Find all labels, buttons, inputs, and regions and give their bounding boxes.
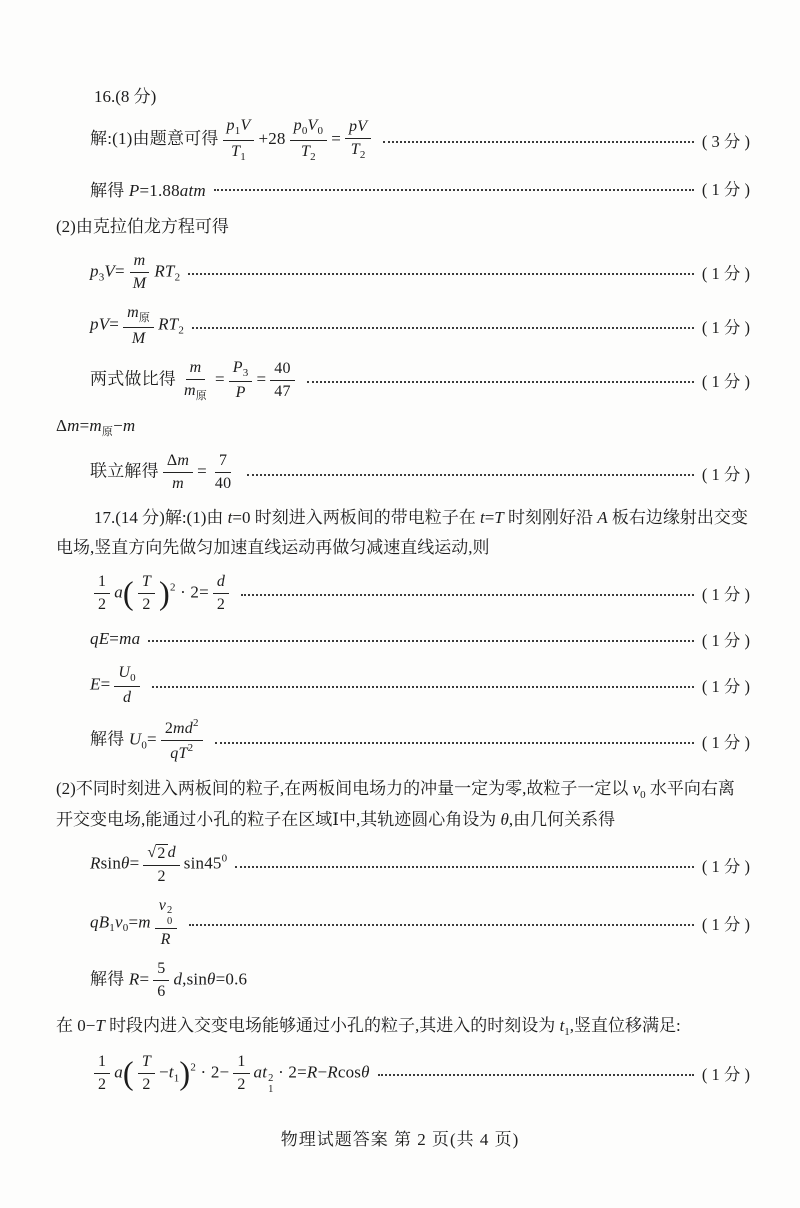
math-variable: t <box>227 508 233 528</box>
dotted-leader <box>192 327 694 329</box>
math-text: · 2= <box>175 582 209 602</box>
question-heading: 16.(8 分) <box>94 87 157 106</box>
math-text: 板右边缘射出交变电场,竖直方向先做匀加速直线运动再做匀减速直线运动,则 <box>56 508 748 557</box>
math-text: 解得 <box>90 180 129 200</box>
math-variable: R <box>160 931 171 949</box>
math-text: 2 <box>157 867 166 885</box>
formula <box>90 451 239 494</box>
dotted-leader <box>148 640 694 642</box>
formula-line <box>56 843 750 886</box>
formula-line <box>56 358 750 404</box>
formula <box>90 629 140 649</box>
formula-line <box>56 624 750 654</box>
fraction <box>213 572 229 615</box>
math-text: = <box>129 853 140 873</box>
open-paren-icon: ( <box>122 1054 134 1091</box>
denominator <box>180 380 211 404</box>
dotted-leader <box>152 686 694 688</box>
math-text: = <box>331 129 342 148</box>
subscript: 1 <box>268 1083 274 1095</box>
math-variable: qB <box>90 911 110 931</box>
math-text: = <box>109 628 120 648</box>
math-variable: T <box>301 142 311 160</box>
math-text: 解得 <box>90 729 129 749</box>
fraction <box>114 663 139 709</box>
formula <box>90 303 184 349</box>
formula-line <box>56 173 750 203</box>
numerator <box>290 116 328 141</box>
denominator <box>168 473 188 494</box>
math-text: 联立解得 <box>90 461 159 481</box>
math-variable: m <box>67 415 80 435</box>
numerator <box>123 303 154 328</box>
math-text: ,sin <box>182 969 208 989</box>
fraction <box>155 896 177 951</box>
math-text: (2)不同时刻进入两板间的粒子,在两板间电场力的冲量一定为零,故粒子一定以 <box>56 778 633 798</box>
subscript: 1 <box>240 150 246 163</box>
math-text: 2 <box>98 1075 107 1093</box>
superscript: 2 <box>193 717 199 730</box>
math-text: 2 <box>216 595 226 613</box>
score-label: ( 1 分 ) <box>701 180 750 200</box>
math-text: Δ <box>166 452 178 470</box>
math-text: = <box>147 729 157 749</box>
math-variable: qT <box>170 745 188 763</box>
denominator <box>153 981 169 1002</box>
denominator <box>227 141 250 165</box>
math-text: = <box>100 674 111 694</box>
numerator <box>130 251 150 273</box>
math-text: 2 <box>157 845 166 863</box>
radicand <box>156 844 167 863</box>
math-text: ,竖直位移满足: <box>569 1016 681 1036</box>
subscript: 1 <box>234 124 241 137</box>
dotted-leader <box>383 141 694 143</box>
denominator <box>297 141 320 165</box>
fraction <box>138 1052 155 1095</box>
math-variable: a <box>114 1061 123 1081</box>
math-variable: T <box>494 508 504 528</box>
fraction <box>211 451 235 494</box>
score-label: ( 1 分 ) <box>701 732 750 752</box>
subscript: 原 <box>101 425 114 438</box>
math-text: = <box>109 314 120 334</box>
subscript: 0 <box>130 671 136 684</box>
math-text: 7 <box>218 452 228 470</box>
dotted-leader <box>307 381 694 383</box>
math-variable: T <box>95 1016 105 1036</box>
math-variable: ma <box>119 628 141 648</box>
math-text: sin45 <box>183 853 222 873</box>
math-text: =0 时刻进入两板间的带电粒子在 <box>232 508 480 528</box>
math-variable: θ <box>121 853 130 873</box>
fraction <box>161 717 203 764</box>
math-text: +28 <box>258 129 286 148</box>
subscript: 0 <box>167 916 173 928</box>
numerator <box>138 572 155 594</box>
formula-line <box>56 451 750 494</box>
math-variable: V <box>104 261 115 281</box>
subscript: 原 <box>138 311 151 324</box>
math-text: 1 <box>98 1052 107 1070</box>
dotted-leader <box>241 594 694 596</box>
math-variable: U <box>118 663 131 681</box>
math-variable: θ <box>500 809 509 829</box>
subscript: 1 <box>109 921 115 934</box>
denominator <box>119 687 135 708</box>
formula-line <box>56 717 750 764</box>
math-text: sin <box>100 853 122 873</box>
math-text: 1 <box>237 1052 246 1070</box>
math-text: = <box>128 911 139 931</box>
math-variable: A <box>597 508 608 528</box>
math-variable: pV <box>349 118 368 136</box>
subscript: 2 <box>178 324 185 337</box>
formula <box>90 116 375 164</box>
denominator <box>128 328 150 349</box>
formula <box>90 176 206 201</box>
formula <box>90 959 247 1002</box>
math-variable: v <box>115 911 123 931</box>
math-variable: m <box>177 452 190 470</box>
subscript: 2 <box>174 271 181 284</box>
math-text: cos <box>337 1061 362 1081</box>
math-text: 2 <box>98 595 107 613</box>
superscript: 2 <box>190 1060 197 1073</box>
math-text: 47 <box>274 382 291 400</box>
formula <box>90 717 207 764</box>
score-label: ( 1 分 ) <box>701 317 750 337</box>
numerator <box>161 717 203 741</box>
score-label: ( 1 分 ) <box>701 857 750 877</box>
formula-line <box>56 663 750 709</box>
math-variable: M <box>132 274 147 292</box>
math-variable: T <box>350 141 360 159</box>
subscript: 3 <box>98 271 105 284</box>
denominator <box>94 1074 110 1095</box>
formula-line <box>56 959 750 1002</box>
formula <box>56 416 135 439</box>
superscript: 2 <box>169 580 176 593</box>
math-text: − <box>113 415 123 435</box>
denominator <box>157 929 175 950</box>
fraction <box>143 843 179 886</box>
math-variable: P <box>128 180 140 200</box>
math-variable: pV <box>90 314 110 334</box>
math-text: = <box>484 508 495 528</box>
math-variable: m <box>133 251 146 269</box>
numerator <box>163 451 193 473</box>
fraction <box>180 358 211 404</box>
formula <box>90 663 144 709</box>
dotted-leader <box>247 474 694 476</box>
math-variable: RT <box>154 261 175 281</box>
fraction <box>94 1052 110 1095</box>
formula-line <box>56 896 750 951</box>
denominator <box>270 381 294 402</box>
math-variable: T <box>231 142 241 160</box>
math-text: 水平向右离开交变电场,能通过小孔的粒子在区域Ⅰ中,其轨迹圆心角设为 <box>56 778 735 829</box>
math-variable: p <box>90 261 99 281</box>
math-variable: V <box>307 117 318 134</box>
math-variable: P <box>235 384 246 402</box>
denominator <box>138 594 154 615</box>
score-label: ( 1 分 ) <box>701 372 750 392</box>
math-text: = <box>79 415 90 435</box>
numerator <box>213 572 229 594</box>
dotted-leader <box>189 924 694 926</box>
superscript: 0 <box>221 852 228 865</box>
math-text: 在 0− <box>56 1016 96 1036</box>
math-text: − <box>158 1061 169 1081</box>
score-label: ( 1 分 ) <box>701 464 750 484</box>
subscript: 1 <box>173 1071 180 1084</box>
math-text: 两式做比得 <box>90 369 176 389</box>
numerator <box>233 1052 249 1074</box>
subscript: 0 <box>640 788 646 801</box>
math-text: = <box>139 969 150 989</box>
math-variable: a <box>114 582 123 602</box>
formula <box>90 1052 370 1095</box>
score-label: ( 3 分 ) <box>701 132 750 152</box>
formula <box>90 572 233 615</box>
math-text: 5 <box>157 960 166 978</box>
math-text: 2 <box>142 1075 151 1093</box>
numerator <box>143 843 179 865</box>
square-root <box>147 844 167 863</box>
formula-line <box>56 412 750 442</box>
score-label: ( 1 分 ) <box>701 915 750 935</box>
score-label: ( 1 分 ) <box>701 264 750 284</box>
math-variable: t <box>479 508 485 528</box>
numerator <box>229 358 253 383</box>
numerator <box>345 117 371 139</box>
paragraph <box>56 217 229 236</box>
fraction <box>123 303 154 349</box>
numerator <box>94 572 110 594</box>
numerator <box>153 959 169 981</box>
close-paren-icon: ) <box>158 574 170 611</box>
numerator <box>186 358 206 380</box>
math-text: 2 <box>237 1075 246 1093</box>
numerator <box>114 663 139 688</box>
score-label: ( 1 分 ) <box>701 677 750 697</box>
denominator <box>211 473 235 494</box>
math-text: 时刻刚好沿 <box>503 508 598 528</box>
math-variable: v <box>632 778 641 798</box>
fraction <box>223 116 255 164</box>
math-variable: R <box>327 1061 338 1081</box>
score-label: ( 1 分 ) <box>701 585 750 605</box>
math-text: =0.6 <box>215 969 248 989</box>
math-text: 40 <box>274 359 291 377</box>
formula-line <box>56 1052 750 1095</box>
denominator <box>94 594 110 615</box>
math-text: (2)由克拉伯龙方程可得 <box>56 217 229 237</box>
numerator <box>270 359 294 381</box>
math-variable: atm <box>179 180 206 200</box>
numerator <box>215 451 231 473</box>
math-text: 时段内进入交变电场能够通过小孔的粒子,其进入的时刻设为 <box>104 1016 560 1036</box>
math-variable: R <box>306 1061 318 1081</box>
math-text: 解:(1)由 <box>164 508 228 528</box>
math-variable: θ <box>361 1061 370 1081</box>
math-variable: d <box>123 689 132 707</box>
denominator <box>213 594 229 615</box>
formula-line <box>56 303 750 349</box>
math-variable: M <box>131 329 146 347</box>
math-variable: d <box>173 969 183 989</box>
math-text: ,由几何关系得 <box>508 809 616 829</box>
footer-text: 物理试题答案 第 2 页(共 4 页) <box>280 1130 520 1149</box>
fraction <box>129 251 151 294</box>
subscript: 0 <box>141 739 148 752</box>
math-variable: R <box>90 853 101 873</box>
formula-line <box>56 116 750 164</box>
formula <box>90 358 299 404</box>
denominator <box>154 866 170 887</box>
math-text: · 2= <box>273 1061 307 1081</box>
math-variable: T <box>141 572 151 590</box>
numerator <box>94 1052 110 1074</box>
numerator <box>138 1052 155 1074</box>
math-text: Δ <box>56 415 68 435</box>
math-text: = <box>197 461 207 481</box>
math-variable: m <box>138 911 151 931</box>
open-paren-icon: ( <box>122 574 134 611</box>
sub-sup-stack <box>167 905 172 927</box>
math-variable: E <box>90 674 101 694</box>
math-variable: v <box>158 896 167 914</box>
question-heading: 17.(14 分) <box>94 508 165 528</box>
math-variable: at <box>253 1061 268 1081</box>
subscript: 0 <box>317 124 324 137</box>
formula-line <box>56 572 750 615</box>
numerator <box>223 116 255 141</box>
superscript: 2 <box>167 905 173 917</box>
denominator <box>166 741 197 764</box>
math-text: − <box>317 1061 328 1081</box>
fraction <box>163 451 193 494</box>
math-variable: md <box>173 720 194 738</box>
math-variable: m <box>122 415 136 435</box>
superscript: 2 <box>268 1072 274 1084</box>
score-label: ( 1 分 ) <box>701 630 750 650</box>
radical-icon: √ <box>147 844 157 862</box>
math-variable: p <box>226 117 235 134</box>
math-text: 6 <box>157 983 166 1001</box>
subscript: 3 <box>242 366 249 379</box>
fraction <box>138 572 155 615</box>
math-variable: U <box>128 729 142 749</box>
math-text: · 2− <box>196 1061 230 1081</box>
answer-content <box>56 82 750 1104</box>
fraction <box>345 117 371 163</box>
fraction <box>233 1052 249 1095</box>
formula <box>90 896 181 951</box>
denominator <box>129 273 151 294</box>
math-text: = <box>214 369 225 389</box>
fraction <box>153 959 169 1002</box>
math-variable: m <box>189 358 202 376</box>
superscript: 2 <box>187 742 194 755</box>
math-variable: R <box>128 969 140 989</box>
denominator <box>138 1074 154 1095</box>
fraction <box>270 359 294 402</box>
subscript: 1 <box>564 1026 570 1039</box>
subscript: 2 <box>359 149 366 162</box>
math-text: =1.88 <box>139 180 180 200</box>
math-text: 解:(1)由题意可得 <box>90 129 219 148</box>
math-variable: θ <box>207 969 216 989</box>
math-variable: t <box>559 1016 565 1036</box>
math-text: = <box>115 261 125 281</box>
formula <box>90 843 227 886</box>
math-variable: t <box>168 1061 174 1081</box>
math-variable: d <box>167 844 176 862</box>
math-text: = <box>256 369 267 389</box>
page-footer <box>0 1125 800 1150</box>
math-variable: p <box>293 117 302 134</box>
subscript: 原 <box>195 389 207 402</box>
score-label: ( 1 分 ) <box>701 1065 750 1085</box>
math-text: 2 <box>164 720 174 738</box>
paragraph <box>56 779 735 829</box>
math-variable: RT <box>158 314 179 334</box>
denominator <box>347 139 370 163</box>
math-variable: d <box>216 572 226 590</box>
math-variable: T <box>141 1052 151 1070</box>
math-variable: m <box>89 415 102 435</box>
math-text: 2 <box>142 595 151 613</box>
denominator <box>233 1074 249 1095</box>
math-text: 解得 <box>90 969 129 989</box>
formula-line <box>56 251 750 294</box>
dotted-leader <box>235 866 694 868</box>
paragraph <box>56 1016 681 1039</box>
dotted-leader <box>188 273 694 275</box>
fraction <box>94 572 110 615</box>
close-paren-icon: ) <box>179 1054 191 1091</box>
fraction <box>290 116 328 164</box>
subscript: 2 <box>310 150 316 163</box>
math-variable: P <box>232 358 243 376</box>
math-variable: m <box>184 381 196 399</box>
dotted-leader <box>378 1074 694 1076</box>
math-text: 1 <box>98 572 107 590</box>
formula <box>90 251 180 294</box>
dotted-leader <box>214 189 694 191</box>
math-variable: V <box>240 117 251 134</box>
math-variable: m <box>172 475 184 493</box>
subscript: 0 <box>301 124 308 137</box>
fraction <box>229 358 253 404</box>
math-text: 40 <box>214 475 232 493</box>
math-variable: qE <box>90 628 110 648</box>
numerator <box>155 896 177 930</box>
dotted-leader <box>215 742 694 744</box>
subscript: 0 <box>122 921 129 934</box>
math-variable: m <box>127 303 139 321</box>
denominator <box>232 382 250 403</box>
